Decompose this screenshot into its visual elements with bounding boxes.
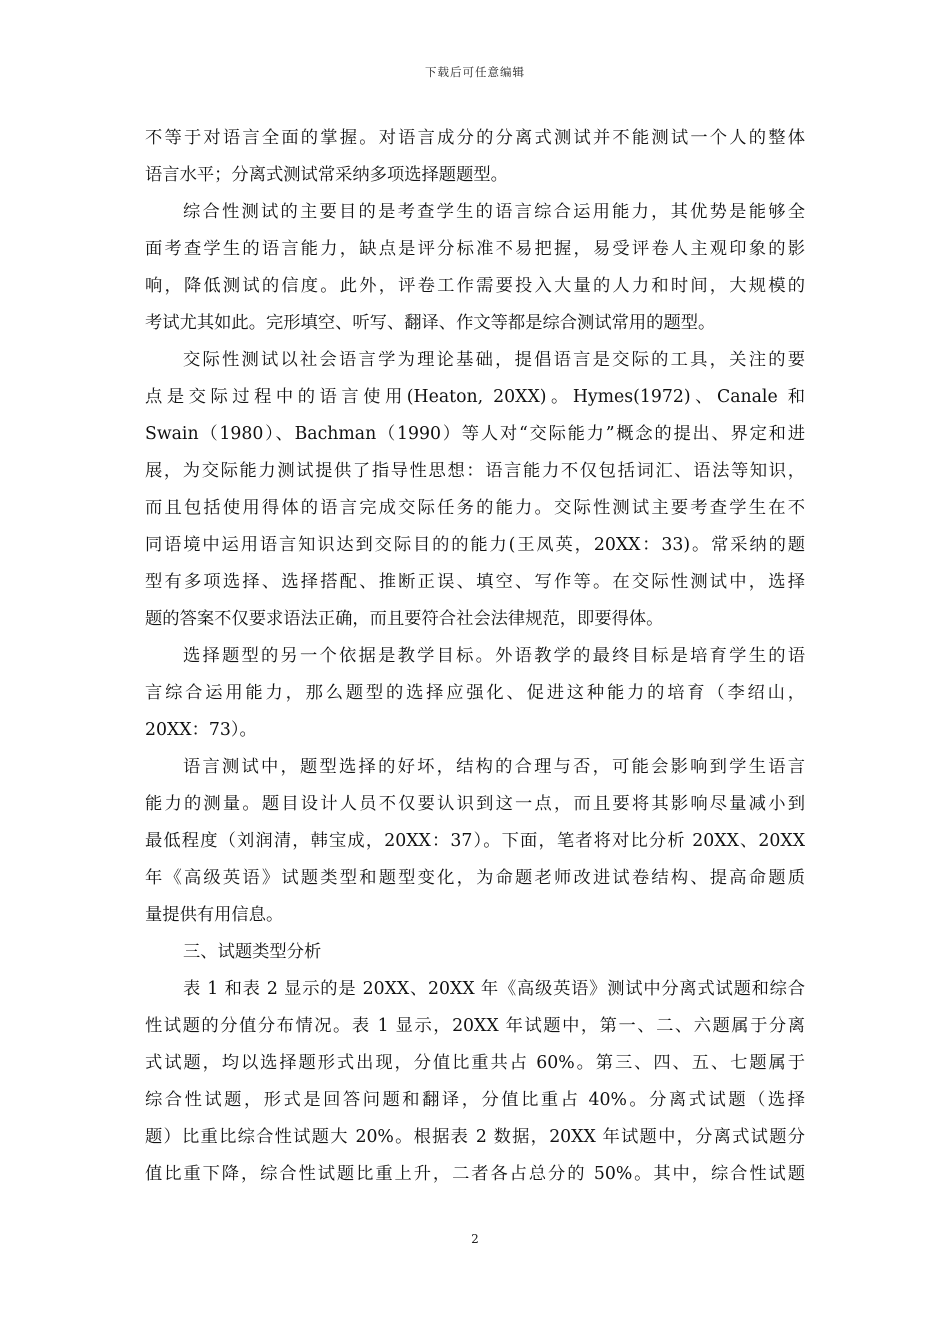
text-line: 点是交际过程中的语言使用(Heaton, 20XX)。Hymes(1972)、Canale 和: [145, 387, 805, 407]
text-line: 选择题型的另一个依据是教学目标。外语教学的最终目标是培育学生的语: [183, 646, 805, 666]
text-line: 题的答案不仅要求语法正确，而且要符合社会法律规范，即要得体。: [145, 609, 664, 629]
text-line: 年《高级英语》试题类型和题型变化，为命题老师改进试卷结构、提高命题质: [145, 868, 805, 888]
text-line: 20XX：73）。: [145, 720, 257, 740]
text-line: 能力的测量。题目设计人员不仅要认识到这一点，而且要将其影响尽量减小到: [145, 794, 805, 814]
page-number: 2: [471, 1232, 479, 1246]
body-text: [145, 120, 805, 1193]
text-line: 语言水平；分离式测试常采纳多项选择题题型。: [145, 165, 508, 185]
text-line: 响，降低测试的信度。此外，评卷工作需要投入大量的人力和时间，大规模的: [145, 276, 805, 296]
text-line: 同语境中运用语言知识达到交际目的的能力(王凤英，20XX：33)。常采纳的题: [145, 535, 805, 555]
text-line: 题）比重比综合性试题大 20%。根据表 2 数据，20XX 年试题中，分离式试题分: [145, 1127, 805, 1147]
text-line: 式试题，均以选择题形式出现，分值比重共占 60%。第三、四、五、七题属于: [145, 1053, 805, 1073]
text-line: 型有多项选择、选择搭配、推断正误、填空、写作等。在交际性测试中，选择: [145, 572, 805, 592]
text-line: 最低程度（刘润清，韩宝成，20XX：37）。下面，笔者将对比分析 20XX、20XX: [145, 831, 805, 851]
text-line: 量提供有用信息。: [145, 905, 284, 925]
text-line: 综合性试题，形式是回答问题和翻译，分值比重占 40%。分离式试题（选择: [145, 1090, 805, 1110]
page-header: 下载后可任意编辑: [425, 65, 525, 79]
text-line: 展，为交际能力测试提供了指导性思想：语言能力不仅包括词汇、语法等知识，: [145, 461, 805, 481]
text-line: 表 1 和表 2 显示的是 20XX、20XX 年《高级英语》测试中分离式试题和综合: [183, 979, 805, 999]
text-line: 而且包括使用得体的语言完成交际任务的能力。交际性测试主要考查学生在不: [145, 498, 805, 518]
text-line: Swain（1980）、Bachman（1990）等人对“交际能力”概念的提出、界定和进: [145, 424, 805, 444]
text-line: 言综合运用能力，那么题型的选择应强化、促进这种能力的培育（李绍山，: [145, 683, 805, 703]
text-line: 面考查学生的语言能力，缺点是评分标准不易把握，易受评卷人主观印象的影: [145, 239, 805, 259]
text-line: 交际性测试以社会语言学为理论基础，提倡语言是交际的工具，关注的要: [183, 350, 805, 370]
text-line: 不等于对语言全面的掌握。对语言成分的分离式测试并不能测试一个人的整体: [145, 128, 805, 148]
text-line: 语言测试中，题型选择的好坏，结构的合理与否，可能会影响到学生语言: [183, 757, 805, 777]
text-line: 性试题的分值分布情况。表 1 显示，20XX 年试题中，第一、二、六题属于分离: [145, 1016, 805, 1036]
text-line: 值比重下降，综合性试题比重上升，二者各占总分的 50%。其中，综合性试题: [145, 1164, 805, 1184]
text-line: 考试尤其如此。完形填空、听写、翻译、作文等都是综合测试常用的题型。: [145, 313, 716, 333]
text-line: 三、试题类型分析: [183, 942, 322, 962]
text-line: 综合性测试的主要目的是考查学生的语言综合运用能力，其优势是能够全: [183, 202, 805, 222]
